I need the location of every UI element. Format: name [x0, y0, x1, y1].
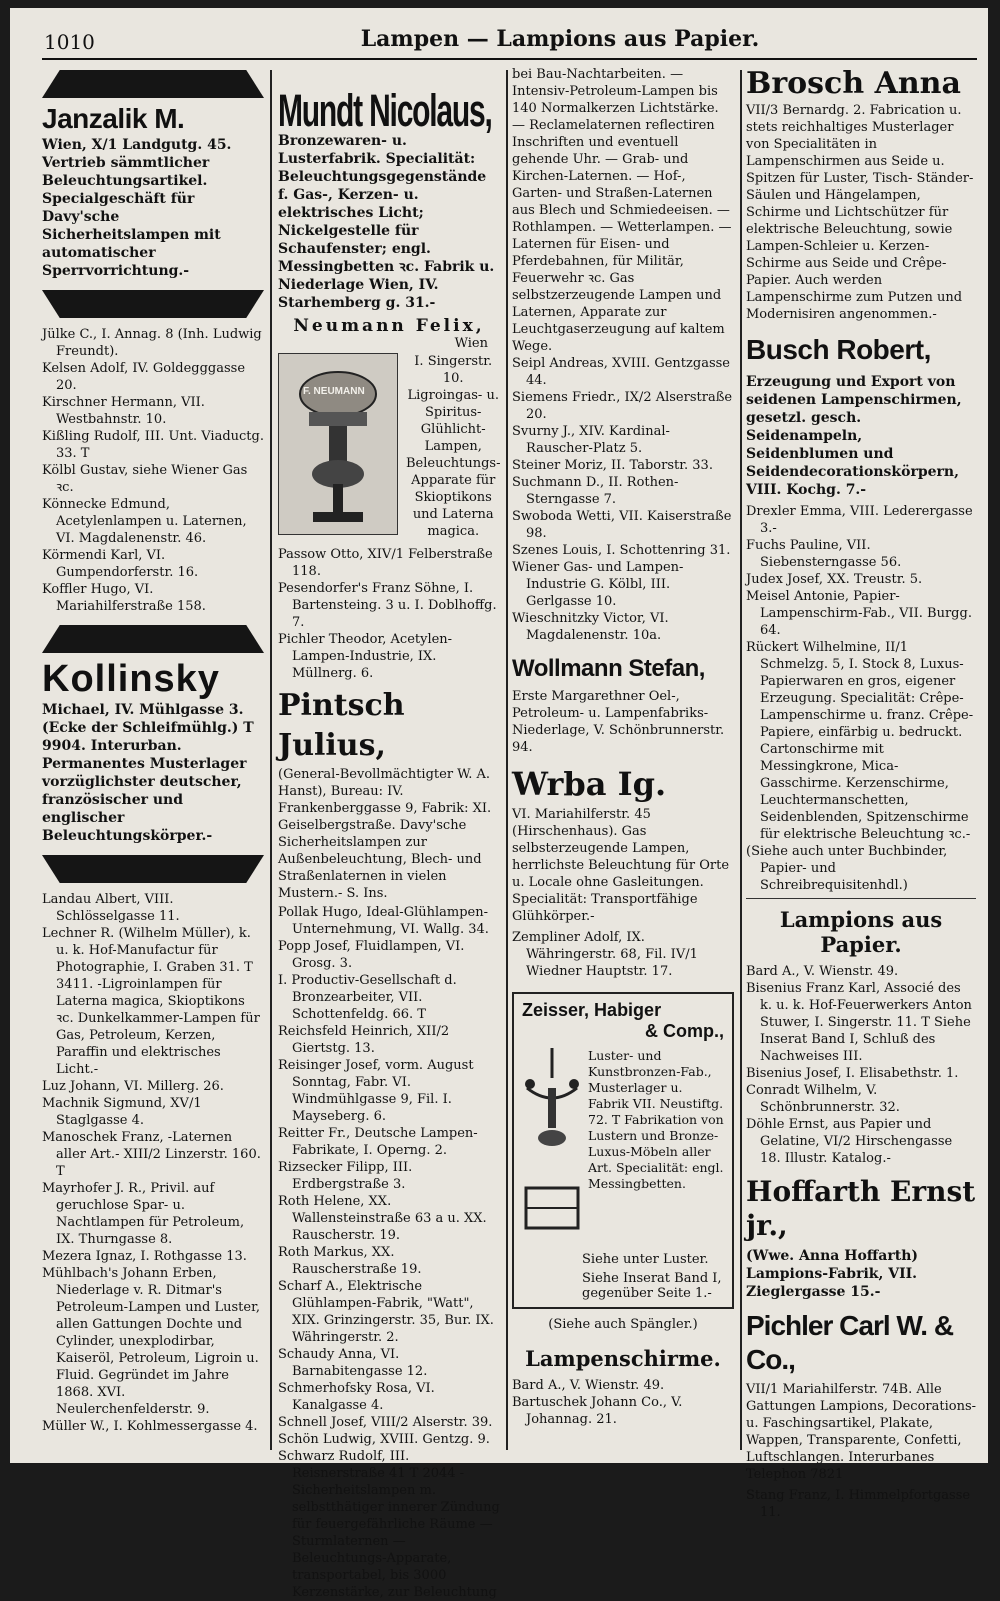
listing-entry: Schnell Josef, VIII/2 Alserstr. 39. — [278, 1415, 493, 1430]
ad-text: Michael, IV. Mühlgasse 3. (Ecke der Schleifmühlg.) T 9904. Interurban. Permanentes Musterlager vorzüglichster deutscher, französischer und englischer Beleuchtungskörper.- — [42, 702, 254, 844]
ad-janzalik — [42, 70, 264, 318]
section-heading: Lampenschirme. — [525, 1346, 721, 1371]
listing-entry: Bartuschek Johann Co., V. Johannag. 21. — [512, 1395, 683, 1427]
listing-entry: Wiener Gas- und Lampen-Industrie G. Kölbl, III. Gerlgasse 10. — [512, 560, 684, 609]
advertiser-name: Pintsch Julius, — [278, 688, 405, 763]
advertiser-name: Kollinsky — [42, 658, 220, 700]
ad-text: Wien, X/1 Landgutg. 45. Vertrieb sämmtlicher Beleuchtungsartikel. Specialgeschäft für Davy'sche Sicherheitslampen mit automatischer Sperrvorrichtung.- — [42, 137, 232, 279]
advertiser-name: Wollmann Stefan, — [512, 655, 705, 682]
listing-entry: Körmendi Karl, VI. Gumpendorferstr. 16. — [42, 548, 199, 580]
listing-entry: Bisenius Franz Karl, Associé des k. u. k. Hof-Feuerwerkers Anton Stuwer, I. Singerstr. 11. T Siehe Inserat Band I, Schluß des Nachweises III. — [746, 981, 972, 1064]
listing-group — [42, 891, 264, 1435]
column-4 — [746, 66, 976, 1521]
listing-entry: Steiner Moriz, II. Taborstr. 33. — [512, 458, 713, 473]
listing-entry: Schaudy Anna, VI. Barnabitengasse 12. — [278, 1347, 428, 1379]
listing-entry: Seipl Andreas, XVIII. Gentzgasse 44. — [512, 356, 730, 388]
page-number: 1010 — [44, 30, 95, 54]
listing-group — [746, 503, 976, 894]
ad-text: Luster- und Kunstbronzen-Fab., Musterlager u. Fabrik VII. Neustiftg. 72. T Fabrikation von Lustern und Bronze-Luxus-Möbeln aller Art. Specialität: engl. Messingbetten. — [588, 1048, 724, 1191]
listing-entry: Kölbl Gustav, siehe Wiener Gas ꝛc. — [42, 463, 248, 495]
listing-entry: Döhle Ernst, aus Papier und Gelatine, VI/2 Hirschengasse 18. Illustr. Katalog.- — [746, 1117, 953, 1166]
listing-group — [512, 929, 734, 980]
listing-entry: Könnecke Edmund, Acetylenlampen u. Laternen, VI. Magdalenenstr. 46. — [42, 497, 247, 546]
ad-busch — [746, 333, 976, 499]
listing-entry: Reisinger Josef, vorm. August Sonntag, Fabr. VI. Windmühlgasse 9, Fil. I. Mayseberg. 6. — [278, 1058, 474, 1124]
advertiser-name: Hoffarth Ernst jr., — [746, 1175, 976, 1242]
section-heading: Lampions aus Papier. — [779, 907, 943, 957]
ad-hoffarth — [746, 1175, 976, 1301]
listing-entry: Schwarz Rudolf, III. Reisnerstraße 41 T 2044 -Sicherheitslampen m. selbstthätiger innerer Zündung für feuergefährliche Räume — Sturmlaternen — Beleuchtungs-Apparate, transportabel, bis 3000 Kerzenstärke, zur Beleuchtung — [278, 1449, 500, 1600]
listing-entry: I. Productiv-Gesellschaft d. Bronzearbeiter, VII. Schottenfeldg. 66. T — [278, 973, 457, 1022]
ad-text: Erste Margarethner Oel-, Petroleum- u. Lampenfabriks-Niederlage, V. Schönbrunnerstr. 94. — [512, 689, 725, 755]
advertiser-name: Neumann Felix, — [293, 316, 485, 336]
page-title: Lampen — Lampions aus Papier. — [360, 26, 760, 52]
listing-entry: Swoboda Wetti, VII. Kaiserstraße 98. — [512, 509, 732, 541]
ad-pichler — [746, 1309, 976, 1483]
advertiser-name: Brosch Anna — [746, 66, 961, 101]
chandelier-icon — [522, 1048, 582, 1248]
ad-text: I. Singerstr. 10. Ligroingas- u. Spiritus-Glühlicht-Lampen, Beleuchtungs-Apparate für Skioptikons und Laterna magica. — [406, 354, 501, 539]
listing-entry: Pesendorfer's Franz Söhne, I. Bartensteing. 3 u. I. Doblhoffg. 7. — [278, 581, 497, 630]
listing-group — [746, 963, 976, 1167]
listing-entry: bei Bau-Nachtarbeiten. — Intensiv-Petroleum-Lampen bis 140 Normalkerzen Lichtstärke. — Reclamelaternen reflectiren Inschriften und eventuell gehende Uhr. — Grab- und Kirchen-Laternen. — Hof-, Garten- und Straßen-Laternen aus Blech und Schmiedeeisen. — Rothlampen. — Wetterlampen. — Laternen für Eisen- und Pferdebahnen, für Militär, Feuerwehr ꝛc. Gas selbstzerzeugende Lampen und Laternen, Apparate zur Leuchtgaserzeugung auf kaltem Wege. — [512, 67, 732, 354]
cross-reference: (Siehe auch Spängler.) — [548, 1317, 698, 1332]
column-divider — [506, 70, 508, 1450]
listing-entry: Jülke C., I. Annag. 8 (Inh. Ludwig Freundt). — [42, 327, 262, 359]
listing-entry: Siemens Friedr., IX/2 Alserstraße 20. — [512, 390, 733, 422]
lamp-illustration — [278, 353, 398, 535]
listing-entry: Passow Otto, XIV/1 Felberstraße 118. — [278, 547, 493, 579]
listing-entry: Kißling Rudolf, III. Unt. Viaductg. 33. T — [42, 429, 264, 461]
section-rule — [746, 898, 976, 899]
column-1 — [42, 66, 264, 1435]
listing-group — [42, 326, 264, 615]
listing-group — [278, 904, 500, 1601]
ad-kollinsky — [42, 625, 264, 883]
ad-text: VII/3 Bernardg. 2. Fabrication u. stets reichhaltiges Musterlager von Specialitäten in Lampenschirmen aus Seide u. Spitzen für Luster, Tisch- Ständer-Säulen und Hängelampen, Schirme und Lichtschützer für elektrische Beleuchtung, sowie Lampen-Schleier u. Kerzen-Schirme aus Seide und Crêpe-Papier. Auch werden Lampenschirme zum Putzen und Modernisiren angenommen.- — [746, 103, 974, 322]
listing-group — [746, 1487, 976, 1521]
advertiser-name-cont: & Comp., — [645, 1021, 724, 1041]
header-rule — [42, 58, 977, 60]
ad-mundt — [278, 66, 500, 312]
listing-entry: (Siehe auch unter Buchbinder, Papier- und Schreibrequisitenhdl.) — [746, 844, 948, 893]
listing-entry: Lechner R. (Wilhelm Müller), k. u. k. Hof-Manufactur für Photographie, I. Graben 31. T 3411. -Ligroinlampen für Laterna magica, Skioptikons ꝛc. Dunkelkammer-Lampen für Gas, Petroleum, Kerzen, Paraffin und elektrisches Licht.- — [42, 926, 260, 1077]
ad-banner — [42, 70, 264, 98]
listing-entry: Meisel Antonie, Papier-Lampenschirm-Fab., VII. Burgg. 64. — [746, 589, 972, 638]
ad-zeisser — [512, 992, 734, 1309]
listing-entry: Bard A., V. Wienstr. 49. — [512, 1378, 665, 1393]
advertiser-name: Janzalik M. — [42, 103, 185, 134]
ad-text: (Wwe. Anna Hoffarth) Lampions-Fabrik, VII. Zieglergasse 15.- — [746, 1248, 918, 1300]
ad-note: Siehe unter Luster. — [582, 1252, 709, 1267]
listing-entry: Machnik Sigmund, XV/1 Staglgasse 4. — [42, 1096, 202, 1128]
ad-banner — [42, 625, 264, 653]
lamp-label: F. NEUMANN — [303, 386, 365, 397]
listing-entry: Mayrhofer J. R., Privil. auf geruchlose Spar- u. Nachtlampen für Petroleum, IX. Thurngasse 8. — [42, 1181, 245, 1247]
listing-entry: Szenes Louis, I. Schottenring 31. — [512, 543, 731, 558]
ad-wollmann — [512, 654, 734, 756]
column-divider — [270, 70, 272, 1450]
listing-entry: Rückert Wilhelmine, II/1 Schmelzg. 5, I. Stock 8, Luxus-Papierwaren en gros, eigener Erzeugung. Specialität: Crêpe-Lampenschirme u. franz. Crêpe-Papiere, einfärbig u. bedruckt. Cartonschirme mit Messingkrone, Mica-Gasschirme. Kerzenschirme, Leuchtermanschetten, Seidenblenden, Spitzenschirme für elektrische Beleuchtung ꝛc.- — [746, 640, 974, 842]
advertiser-name: Wrba Ig. — [512, 765, 667, 803]
ad-text: Erzeugung und Export von seidenen Lampenschirmen, gesetzl. gesch. Seidenampeln, Seidenblumen und Seidendecorationskörpern, VIII. Kochg. 7.- — [746, 374, 962, 498]
listing-entry: Suchmann D., II. Rothen-Sterngasse 7. — [512, 475, 679, 507]
listing-entry: Bisenius Josef, I. Elisabethstr. 1. — [746, 1066, 959, 1081]
ad-brosch — [746, 66, 976, 323]
listing-entry: Kirschner Hermann, VII. Westbahnstr. 10. — [42, 395, 205, 427]
listing-entry: Pichler Theodor, Acetylen-Lampen-Industrie, IX. Müllnerg. 6. — [278, 632, 453, 681]
ad-wrba — [512, 764, 734, 925]
ad-text: VII/1 Mariahilferstr. 74B. Alle Gattungen Lampions, Decorations- u. Faschingsartikel, Plakate, Wappen, Transparente, Confetti, Luftschlangen. Interurbanes Telephon 7821 — [746, 1382, 977, 1482]
listing-entry: Schmerhofsky Rosa, VI. Kanalgasse 4. — [278, 1381, 435, 1413]
ad-city: Wien — [454, 336, 488, 351]
listing-entry: Mezera Ignaz, I. Rothgasse 13. — [42, 1249, 247, 1264]
listing-entry: Popp Josef, Fluidlampen, VI. Grosg. 3. — [278, 939, 465, 971]
ad-pintsch — [278, 686, 500, 902]
listing-entry: Mühlbach's Johann Erben, Niederlage v. R. Ditmar's Petroleum-Lampen und Luster, allen Gattungen Dochte und Cylinder, unexplodirbar, Kaiseröl, Petroleum, Ligroin u. Fluid. Gegründet im Jahre 1868. XVI. Neulerchenfelderstr. 9. — [42, 1266, 261, 1417]
listing-entry: Svurny J., XIV. Kardinal-Rauscher-Platz 5. — [512, 424, 670, 456]
ad-text: (General-Bevollmächtigter W. A. Hanst), Bureau: IV. Frankenberggasse 9, Fabrik: XI. Geiselbergstraße. Davy'sche Sicherheitslampen zur Außenbeleuchtung, Blech- und Straßenlaternen in vielen Mustern.- S. Ins. — [278, 767, 492, 901]
listing-entry: Kelsen Adolf, IV. Goldegggasse 20. — [42, 361, 246, 393]
advertiser-name: Zeisser, Habiger — [522, 1000, 662, 1020]
ad-text: Bronzewaren- u. Lusterfabrik. Specialität: Beleuchtungsgegenstände f. Gas-, Kerzen- u. elektrisches Licht; Nickelgestelle für Schaufenster; engl. Messingbetten ꝛc. Fabrik u. Niederlage Wien, IV. Starhemberg g. 31.- — [278, 133, 495, 311]
listing-entry: Müller W., I. Kohlmessergasse 4. — [42, 1419, 258, 1434]
listing-entry: Pollak Hugo, Ideal-Glühlampen-Unternehmung, VI. Wallg. 34. — [278, 905, 489, 937]
advertiser-name: Pichler Carl W. & Co., — [746, 1310, 954, 1375]
listing-entry: Conradt Wilhelm, V. Schönbrunnerstr. 32. — [746, 1083, 900, 1115]
listing-entry: Schön Ludwig, XVIII. Gentzg. 9. — [278, 1432, 490, 1447]
listing-entry: Wieschnitzky Victor, VI. Magdalenenstr. 10a. — [512, 611, 669, 643]
listing-entry: Rizsecker Filipp, III. Erdbergstraße 3. — [278, 1160, 413, 1192]
listing-entry: Fuchs Pauline, VII. Siebensterngasse 56. — [746, 538, 902, 570]
listing-group — [512, 66, 734, 644]
column-3 — [512, 66, 734, 1428]
listing-entry: Judex Josef, XX. Treustr. 5. — [746, 572, 923, 587]
listing-entry: Luz Johann, VI. Millerg. 26. — [42, 1079, 224, 1094]
directory-page — [10, 8, 988, 1600]
ad-neumann — [278, 316, 500, 540]
listing-group — [278, 546, 500, 682]
listing-entry: Scharf A., Elektrische Glühlampen-Fabrik, "Watt", XIX. Grinzingerstr. 35, Bur. IX. Währingerstr. 2. — [278, 1279, 494, 1345]
listing-entry: Roth Markus, XX. Rauscherstraße 19. — [278, 1245, 422, 1277]
listing-entry: Reitter Fr., Deutsche Lampen-Fabrikate, I. Operng. 2. — [278, 1126, 478, 1158]
listing-entry: Landau Albert, VIII. Schlösselgasse 11. — [42, 892, 180, 924]
column-2 — [278, 66, 500, 1601]
ad-text: VI. Mariahilferstr. 45 (Hirschenhaus). Gas selbsterzeugende Lampen, herrlichste Beleuchtung für Orte u. Locale ohne Gasleitungen. Specialität: Transportfähige Glühkörper.- — [512, 807, 730, 924]
advertiser-name: Mundt Nicolaus, — [278, 87, 492, 137]
ad-banner — [42, 855, 264, 883]
advertiser-name: Busch Robert, — [746, 334, 931, 365]
listing-entry: Koffler Hugo, VI. Mariahilferstraße 158. — [42, 582, 206, 614]
ad-note: Siehe Inserat Band I, gegenüber Seite 1.- — [582, 1271, 722, 1301]
column-divider — [740, 70, 742, 1450]
listing-entry: Bard A., V. Wienstr. 49. — [746, 964, 899, 979]
listing-entry: Reichsfeld Heinrich, XII/2 Giertstg. 13. — [278, 1024, 450, 1056]
listing-entry: Zempliner Adolf, IX. Währingerstr. 68, Fil. IV/1 Wiedner Hauptstr. 17. — [512, 930, 698, 979]
listing-entry: Manoschek Franz, -Laternen aller Art.- XIII/2 Linzerstr. 160. T — [42, 1130, 261, 1179]
listing-group — [512, 1377, 734, 1428]
listing-entry: Roth Helene, XX. Wallensteinstraße 63 a u. XX. Rauscherstr. 19. — [278, 1194, 487, 1243]
ad-banner — [42, 290, 264, 318]
listing-entry: Drexler Emma, VIII. Lederergasse 3.- — [746, 504, 973, 536]
lamp-icon — [279, 354, 397, 534]
listing-entry: Stang Franz, I. Himmelpfortgasse 11. — [746, 1488, 971, 1520]
